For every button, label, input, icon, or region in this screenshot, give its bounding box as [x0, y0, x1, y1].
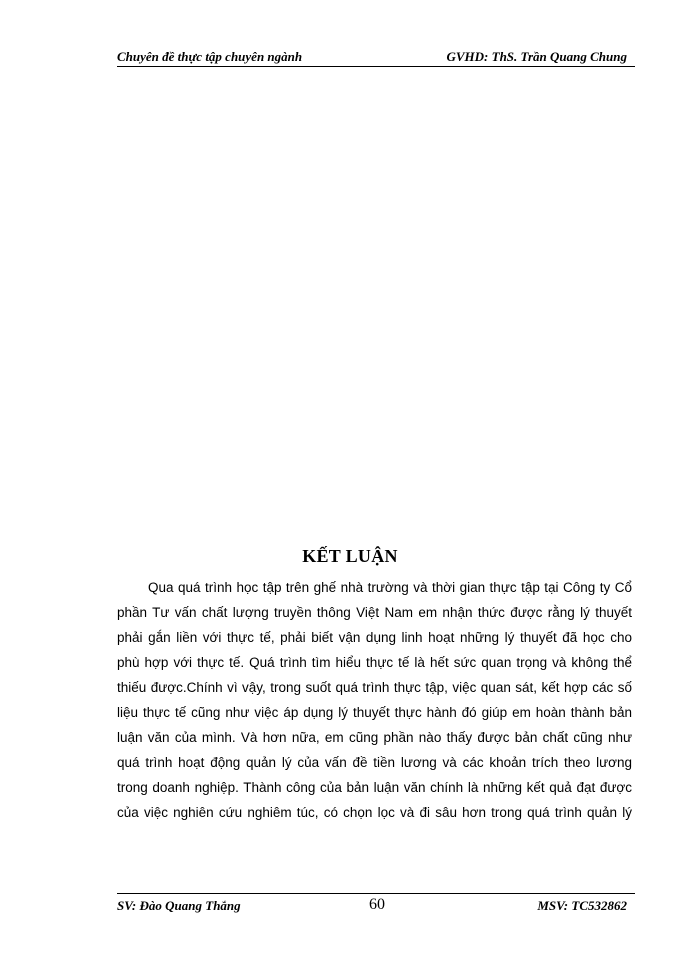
page-header [117, 49, 635, 65]
paragraph-line: Qua quá trình học tập trên ghế nhà trường và thời gian thực tập tại Công ty Cổ [148, 580, 632, 595]
paragraph-line: phần Tư vấn chất lượng truyền thông Việt Nam em nhận thức được rằng lý thuyết [117, 605, 632, 620]
paragraph-line: liệu thực tế cũng như việc áp dụng lý thuyết thực hành đó giúp em hoàn thành bản [117, 705, 632, 720]
footer-student-name: SV: Đào Quang Thắng [117, 898, 241, 913]
header-divider [117, 66, 635, 67]
paragraph-line: của việc nghiên cứu nghiêm túc, có chọn lọc và đi sâu hơn trong quá trình quản lý [117, 805, 632, 820]
page-number: 60 [369, 896, 385, 913]
paragraph-line: thiếu được.Chính vì vậy, trong suốt quá trình thực tập, việc quan sát, kết hợp các số [117, 680, 632, 695]
footer-student-id: MSV: TC532862 [537, 898, 627, 913]
paragraph-line: quá trình hoạt động quản lý của vấn đề tiền lương và các khoản trích theo lương [117, 755, 632, 770]
paragraph-line: luận văn của mình. Và hơn nữa, em cũng phần nào thấy được bản chất cũng như [117, 730, 632, 745]
footer-divider [117, 893, 635, 894]
header-course-title: Chuyên đề thực tập chuyên ngành [117, 49, 303, 64]
header-supervisor: GVHD: ThS. Trần Quang Chung [446, 49, 627, 64]
paragraph-line: trong doanh nghiệp. Thành công của bản luận văn chính là những kết quả đạt được [117, 780, 632, 795]
paragraph-line: phải gắn liền với thực tế, phải biết vận dụng linh hoạt những lý thuyết đã học cho [117, 630, 632, 645]
section-title: KẾT LUẬN [302, 546, 398, 566]
paragraph-line: phù hợp với thực tế. Quá trình tìm hiểu thực tế là hết sức quan trọng và không thể [117, 655, 632, 670]
page-footer [117, 896, 635, 914]
